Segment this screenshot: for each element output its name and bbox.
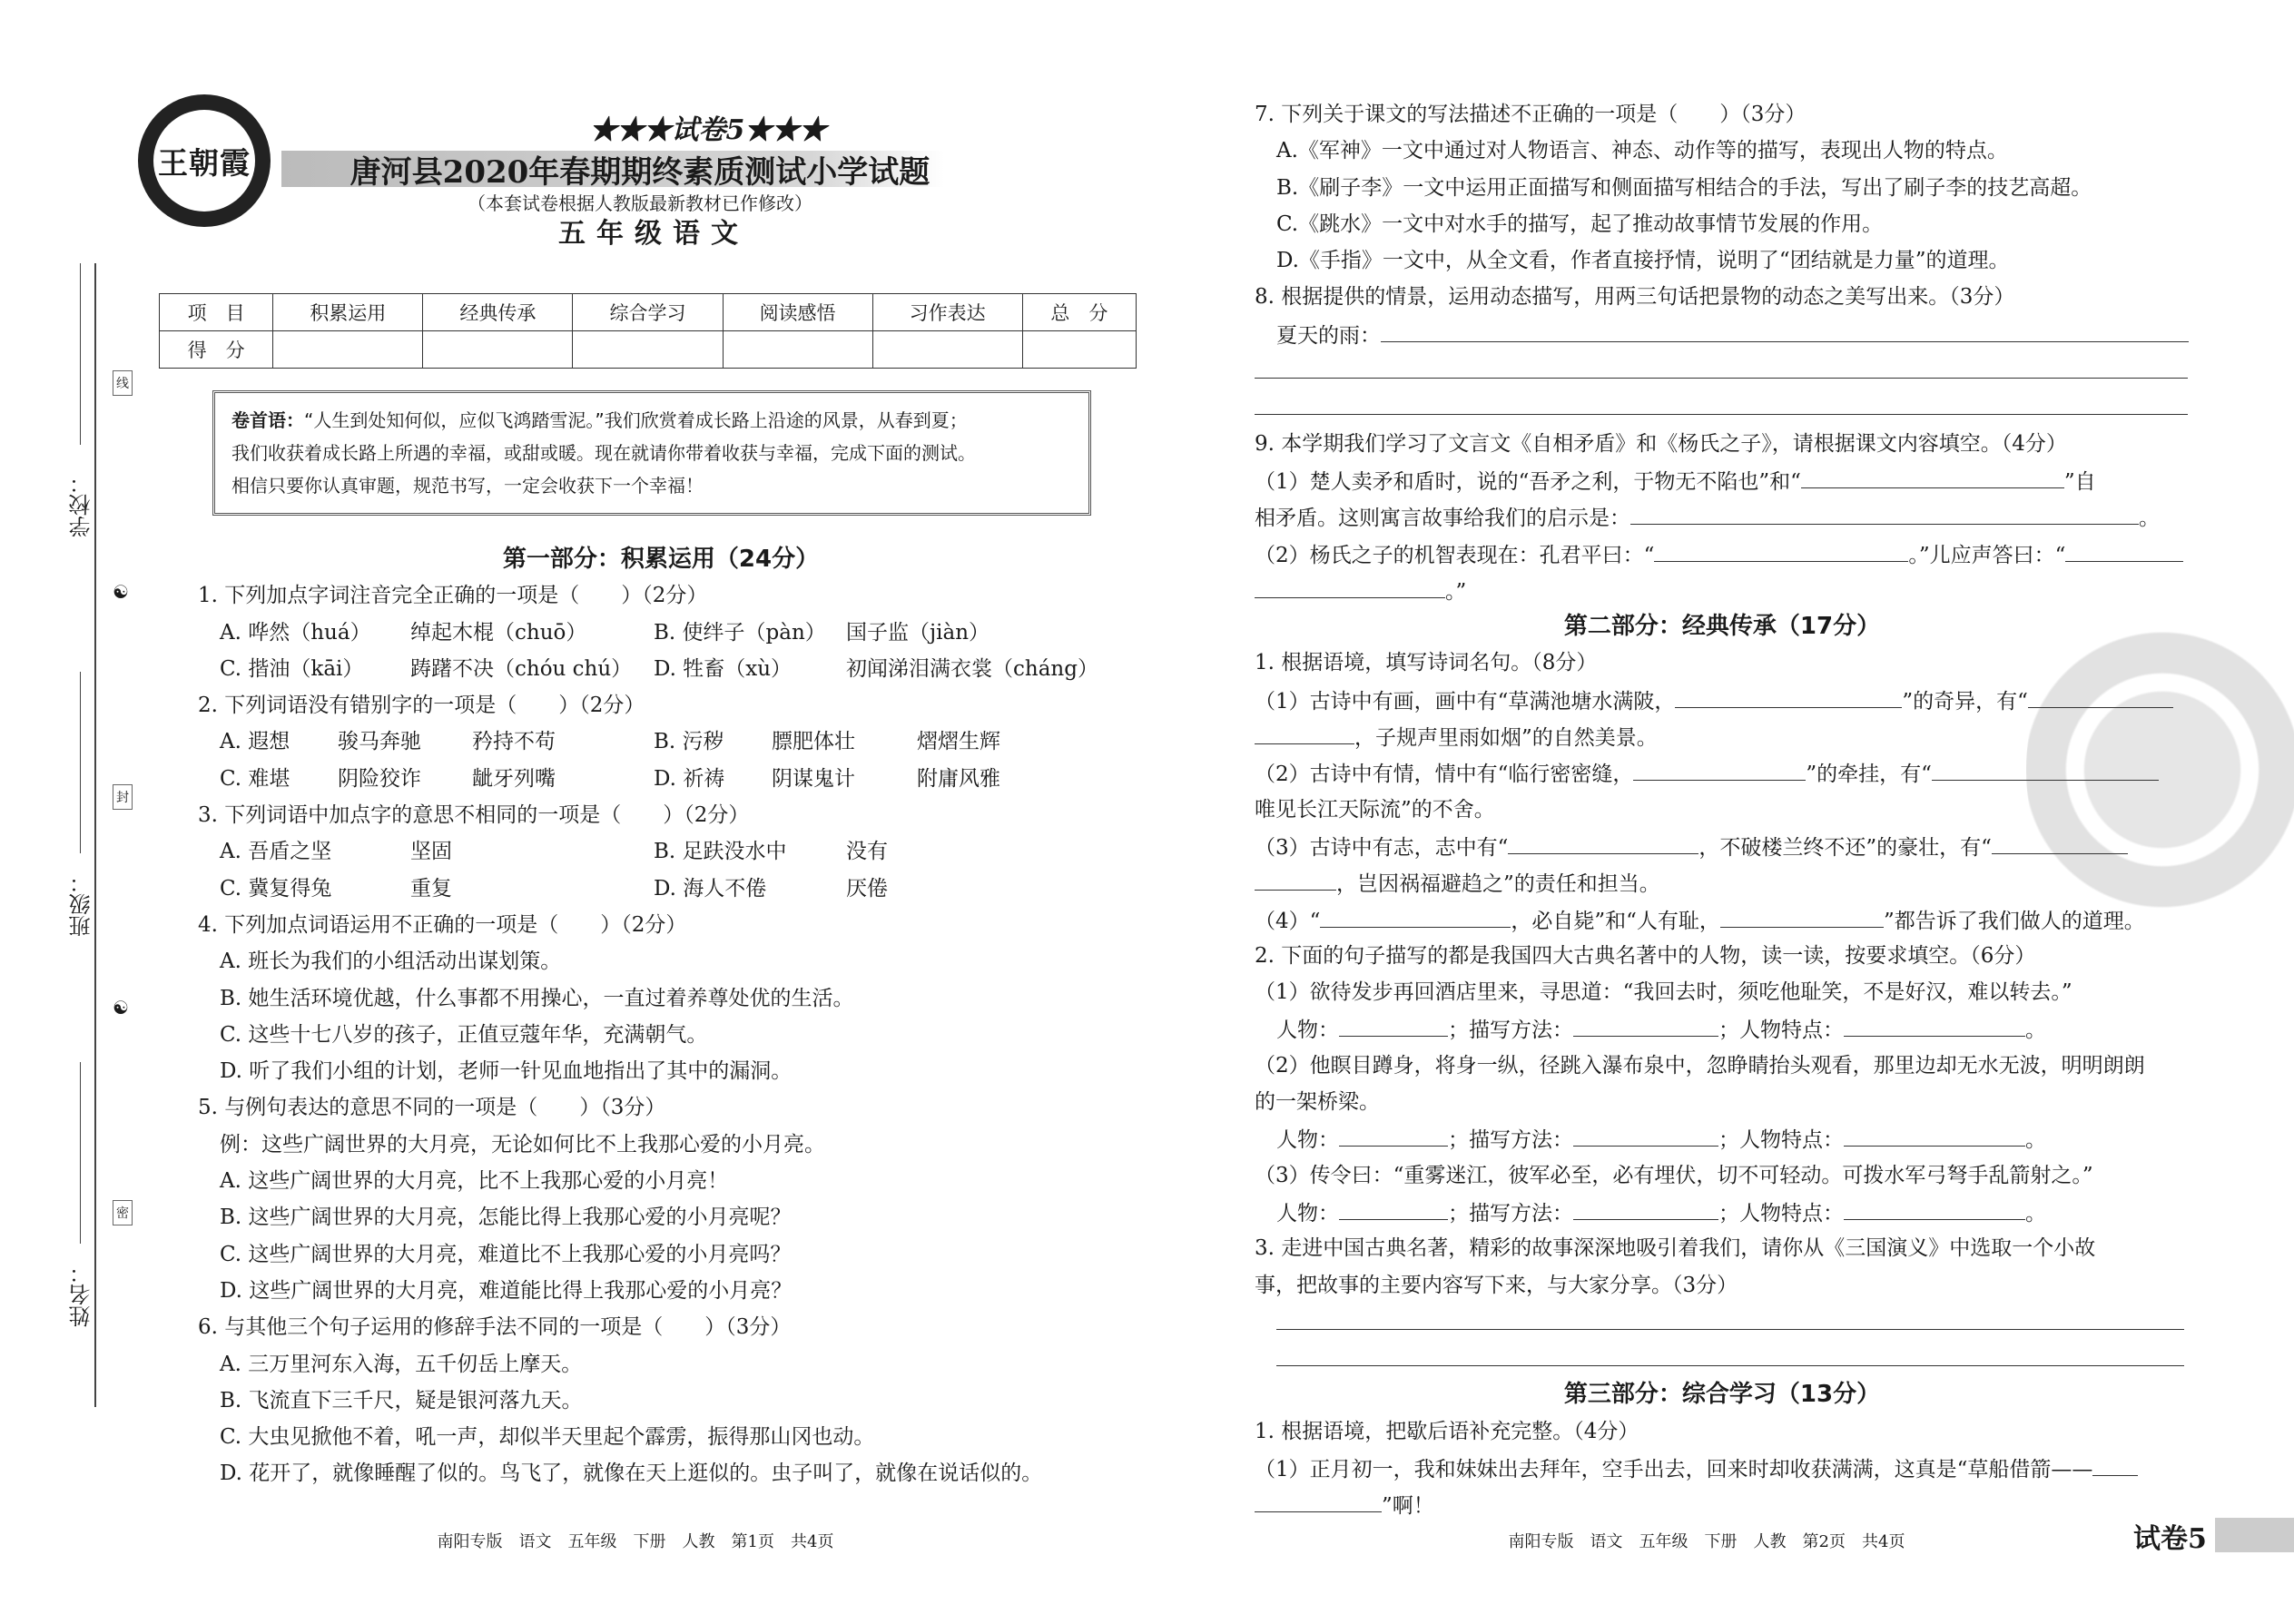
name-fill-line[interactable]: [80, 1062, 81, 1244]
answer-line[interactable]: [1932, 754, 2159, 781]
answer-line[interactable]: [1573, 1194, 1718, 1220]
subject-title: 五年级语文: [558, 218, 749, 250]
score-input-cell[interactable]: [423, 331, 573, 369]
option[interactable]: C. 难堪: [220, 766, 290, 791]
score-cell: 习作表达: [872, 294, 1022, 331]
fill-row: [1255, 498, 2190, 535]
option[interactable]: A. 吾盾之坚: [220, 840, 332, 864]
paper-tag: 试卷5: [2133, 1523, 2207, 1555]
option-row: [198, 615, 1124, 651]
option[interactable]: B. 这些广阔世界的大月亮，怎能比得上我那心爱的小月亮呢？: [220, 1206, 792, 1230]
option[interactable]: 阴谋鬼计: [772, 766, 855, 791]
passage: （3）传令曰：“重雾迷江，彼军必至，必有埋伏，切不可轻动。可拨水军弓弩手乱箭射之。”: [1255, 1163, 2093, 1187]
question: 5. 与例句表达的意思不同的一项是（ ）（3分）: [198, 1096, 666, 1120]
fill-text: 人物：: [1276, 1019, 1339, 1043]
question: 1. 根据语境，填写诗词名句。（8分）: [1255, 651, 1598, 675]
fill-row: [1255, 1450, 2190, 1486]
option[interactable]: B.《刷子李》一文中运用正面描写和侧面描写相结合的手法，写出了刷子李的技艺高超。: [1276, 175, 2092, 200]
score-cell: 阅读感悟: [723, 294, 872, 331]
question: 3. 走进中国古典名著，精彩的故事深深地吸引着我们，请你从《三国演义》中选取一个小故: [1255, 1236, 2096, 1261]
fill-row: [1255, 792, 2190, 828]
score-input-cell[interactable]: [1022, 331, 1136, 369]
fill-row: [1255, 462, 2190, 498]
option[interactable]: C. 揩油（kāi）: [220, 656, 364, 681]
score-cell: 经典传承: [423, 294, 573, 331]
option[interactable]: 初闻涕泪满衣裳（cháng）: [846, 656, 1098, 681]
period: 。: [2139, 507, 2160, 531]
score-cell: 综合学习: [573, 294, 723, 331]
publisher-seal: [138, 94, 271, 227]
answer-line[interactable]: [1381, 316, 2189, 342]
score-input-cell[interactable]: [573, 331, 723, 369]
answer-line[interactable]: [1573, 1120, 1718, 1147]
option[interactable]: D. 花开了，就像睡醒了似的。鸟飞了，就像在天上逛似的。虫子叫了，就像在说话似的。: [220, 1462, 1043, 1486]
school-label: 学校：: [69, 472, 94, 537]
fill-text: 。”儿应声答曰：“: [1908, 543, 2066, 567]
answer-row: [1255, 1304, 2190, 1340]
foreword-line: 我们收获着成长路上所遇的幸福，或甜或暖。现在就请你带着收获与幸福，完成下面的测试。: [231, 442, 976, 464]
answer-line[interactable]: [1720, 901, 1884, 928]
fill-text: ”的奇异，有“: [1902, 689, 2028, 714]
answer-row: [1255, 389, 2190, 425]
option[interactable]: B. 她生活环境优越，什么事都不用操心，一直过着养尊处优的生活。: [220, 986, 854, 1010]
fill-text: 。: [2025, 1201, 2046, 1225]
fill-text: 唯见长江天际流”的不舍。: [1255, 797, 1495, 822]
score-table-score-row: [160, 331, 1137, 369]
fill-text: （2）杨氏之子的机智表现在：孔君平曰：“: [1255, 543, 1655, 567]
option[interactable]: 龇牙列嘴: [472, 766, 556, 791]
option-row: [198, 723, 1124, 760]
fill-text: ；人物特点：: [1718, 1128, 1844, 1153]
option[interactable]: C. 冀复得兔: [220, 876, 332, 901]
answer-line[interactable]: [1992, 828, 2128, 854]
fill-row: [1255, 682, 2190, 718]
fill-label: 夏天的雨：: [1276, 323, 1381, 348]
fill-text: （1）古诗中有画，画中有“草满池塘水满陂，: [1255, 689, 1676, 714]
fill-row: [1255, 864, 2190, 901]
paper-number: ★★★试卷5★★★: [589, 114, 827, 146]
option[interactable]: C. 大虫见掀他不着，吼一声，却似半天里起个霹雳，振得那山冈也动。: [220, 1425, 875, 1450]
answer-line[interactable]: [1630, 498, 2139, 525]
subtitle: （本套试卷根据人教版最新教材已作修改）: [468, 192, 812, 214]
score-table: [159, 293, 1137, 369]
option-row: [198, 871, 1124, 907]
question: 1. 根据语境，把歇后语补充完整。（4分）: [1255, 1419, 1639, 1443]
option[interactable]: D. 海人不倦: [654, 876, 767, 901]
fill-text: 相矛盾。这则寓言故事给我们的启示是：: [1255, 507, 1630, 531]
score-cell: 积累运用: [273, 294, 423, 331]
answer-line[interactable]: [1255, 864, 1336, 891]
question: 2. 下面的句子描写的都是我国四大古典名著中的人物，读一读，按要求填空。（6分）: [1255, 943, 2036, 968]
answer-row: [1255, 352, 2190, 389]
binding-ornament-icon: ☯: [113, 581, 129, 603]
option[interactable]: 国子监（jiàn）: [846, 620, 990, 645]
fill-text: ，岂因祸福避趋之”的责任和担当。: [1336, 872, 1660, 897]
binding-ornament-icon: ☯: [113, 997, 129, 1019]
fill-text: 。: [2025, 1019, 2046, 1043]
answer-line[interactable]: [1339, 1120, 1448, 1147]
fill-row: [1255, 1486, 2190, 1522]
question: 事，把故事的主要内容写下来，与大家分享。（3分）: [1255, 1273, 1738, 1297]
answer-line[interactable]: [1339, 1194, 1448, 1220]
school-fill-line[interactable]: [80, 263, 81, 445]
fill-text: （4）“: [1255, 909, 1321, 933]
answer-line[interactable]: [1508, 828, 1698, 854]
answer-line[interactable]: [1276, 1304, 2184, 1330]
binding-mark: 封: [113, 784, 133, 810]
option[interactable]: 矜持不苟: [472, 730, 556, 754]
answer-line[interactable]: [1844, 1120, 2025, 1147]
option-row: [198, 651, 1124, 687]
fill-text: ”自: [2063, 469, 2096, 494]
fill-row: [1255, 536, 2190, 572]
fill-text: ；人物特点：: [1718, 1019, 1844, 1043]
fill-text: ；人物特点：: [1718, 1201, 1844, 1225]
binding-mark: 线: [113, 370, 133, 396]
fill-text: ”都告诉了我们做人的道理。: [1883, 909, 2145, 933]
option[interactable]: D. 这些广阔世界的大月亮，难道能比得上我那心爱的小月亮？: [220, 1278, 793, 1303]
section-heading: 第三部分：综合学习（13分）: [1563, 1381, 1881, 1409]
fill-text: ，子规声里雨如烟”的自然美景。: [1354, 726, 1658, 751]
foreword-box: [212, 390, 1091, 516]
answer-line[interactable]: [1320, 901, 1511, 928]
answer-line[interactable]: [1339, 1010, 1448, 1037]
option[interactable]: D. 祈祷: [654, 766, 725, 791]
answer-line[interactable]: [1844, 1194, 2025, 1220]
option[interactable]: A. 遐想: [220, 730, 290, 754]
fill-row: [1255, 718, 2190, 754]
option[interactable]: C. 这些广阔世界的大月亮，难道比不上我那心爱的小月亮吗？: [220, 1242, 792, 1266]
option[interactable]: 阴险狡诈: [338, 766, 421, 791]
foreword-line: 相信只要你认真审题，规范书写，一定会收获下一个幸福！: [231, 475, 704, 497]
passage: （2）他瞑目蹲身，将身一纵，径跳入瀑布泉中，忽睁睛抬头观看，那里边却无水无波，明明朗朗: [1255, 1053, 2145, 1078]
fill-row: [1255, 901, 2190, 938]
right-column: [1255, 96, 2190, 1523]
fill-text: 人物：: [1276, 1128, 1339, 1153]
answer-line[interactable]: [2092, 1450, 2138, 1476]
option[interactable]: 附庸风雅: [917, 766, 1000, 791]
fill-text: ，不破楼兰终不还”的豪壮，有“: [1698, 835, 1992, 860]
option-row: [198, 761, 1124, 797]
score-input-cell[interactable]: [872, 331, 1022, 369]
main-title: 唐河县2020年春期期终素质测试小学试题: [350, 154, 930, 191]
option[interactable]: 膘肥体壮: [772, 730, 855, 754]
answer-line[interactable]: [1844, 1010, 2025, 1037]
answer-line[interactable]: [1255, 718, 1354, 744]
option[interactable]: A. 哗然（huá）: [220, 620, 371, 645]
question: 8. 根据提供的情景，运用动态描写，用两三句话把景物的动态之美写出来。（3分）: [1255, 285, 2015, 310]
answer-line[interactable]: [1255, 389, 2188, 415]
fill-row: [1255, 754, 2190, 791]
fill-text: （1）楚人卖矛和盾时，说的“吾矛之利，于物无不陷也”和“: [1255, 469, 1801, 494]
answer-line[interactable]: [1801, 462, 2064, 488]
page-footer: 南阳专版 语文 五年级 下册 人教 第1页 共4页: [437, 1532, 834, 1551]
fill-text: ；描写方法：: [1448, 1201, 1573, 1225]
fill-text: ；描写方法：: [1448, 1128, 1573, 1153]
fill-text: ”的牵挂，有“: [1806, 763, 1932, 787]
score-table-header-row: [160, 294, 1137, 331]
answer-line[interactable]: [1654, 536, 1908, 562]
passage: 的一架桥梁。: [1255, 1090, 1380, 1115]
fill-row: [1255, 1010, 2190, 1047]
option[interactable]: A. 班长为我们的小组活动出谋划策。: [220, 950, 562, 974]
fill-text: 。: [2025, 1128, 2046, 1153]
question: 9. 本学期我们学习了文言文《自相矛盾》和《杨氏之子》，请根据课文内容填空。（4分）: [1255, 431, 2067, 456]
section-heading: 第二部分：经典传承（17分）: [1563, 613, 1881, 641]
answer-line[interactable]: [1255, 1486, 1382, 1512]
foreword-line: “人生到处知何似，应似飞鸿踏雪泥。”我们欣赏着成长路上沿途的风景，从春到夏；: [304, 409, 968, 431]
score-input-cell[interactable]: [273, 331, 423, 369]
score-cell: 得 分: [160, 331, 273, 369]
passage: （1）欲待发步再回酒店里来，寻思道：“我回去时，须吃他耻笑，不是好汉，难以转去。”: [1255, 980, 2072, 1005]
option[interactable]: A. 三万里河东入海，五千仞岳上摩天。: [220, 1352, 583, 1376]
binding-mark: 密: [113, 1200, 133, 1225]
fill-text: （2）古诗中有情，情中有“临行密密缝，: [1255, 763, 1634, 787]
option[interactable]: 熠熠生辉: [917, 730, 1000, 754]
option[interactable]: D. 牲畜（xù）: [654, 656, 793, 681]
option[interactable]: B. 飞流直下三千尺，疑是银河落九天。: [220, 1388, 583, 1412]
fill-text: （1）正月初一，我和妹妹出去拜年，空手出去，回来时却收获满满，这真是“草船借箭——: [1255, 1457, 2093, 1481]
option[interactable]: B. 使绊子（pàn）: [654, 620, 826, 645]
option[interactable]: B. 污秽: [654, 730, 724, 754]
answer-line[interactable]: [2065, 536, 2183, 562]
class-fill-line[interactable]: [80, 672, 81, 853]
example-sentence: 例：这些广阔世界的大月亮，无论如何比不上我那心爱的小月亮。: [220, 1132, 825, 1156]
foreword-label: 卷首语：: [231, 409, 304, 431]
score-cell: 总 分: [1022, 294, 1136, 331]
fill-text: 人物：: [1276, 1201, 1339, 1225]
question: 7. 下列关于课文的写法描述不正确的一项是（ ）（3分）: [1255, 103, 1807, 126]
option[interactable]: 厌倦: [846, 876, 888, 901]
answer-row: [1255, 1340, 2190, 1376]
option[interactable]: 重复: [410, 876, 452, 901]
paper-tag-bar: [2215, 1518, 2294, 1552]
answer-line[interactable]: [1276, 1340, 2184, 1366]
fill-text: ”啊！: [1382, 1494, 1434, 1519]
fill-text: 。”: [1445, 579, 1467, 604]
section-heading: 第一部分：积累运用（24分）: [502, 546, 820, 573]
name-label: 姓名：: [69, 1262, 94, 1327]
fill-row: [1255, 572, 2190, 608]
fill-row: [1255, 828, 2190, 864]
option[interactable]: C. 这些十七八岁的孩子，正值豆蔻年华，充满朝气。: [220, 1022, 708, 1047]
option[interactable]: 没有: [846, 840, 888, 864]
answer-line[interactable]: [2028, 682, 2173, 708]
option[interactable]: 骏马奔驰: [338, 730, 421, 754]
option[interactable]: A.《军神》一文中通过对人物语言、神态、动作等的描写，表现出人物的特点。: [1276, 139, 2008, 163]
option[interactable]: D. 听了我们小组的计划，老师一针见血地指出了其中的漏洞。: [220, 1059, 793, 1084]
answer-line[interactable]: [1255, 352, 2188, 379]
question: 1. 下列加点字词注音完全正确的一项是（ ）（2分）: [198, 584, 708, 608]
question: 6. 与其他三个句子运用的修辞手法不同的一项是（ ）（3分）: [198, 1315, 792, 1340]
fill-row: [1255, 1194, 2190, 1230]
option[interactable]: D.《手指》一文中，从全文看，作者直接抒情，说明了“团结就是力量”的道理。: [1276, 249, 2010, 273]
option[interactable]: 绰起木棍（chuō）: [410, 620, 587, 645]
answer-line[interactable]: [1675, 682, 1902, 708]
answer-line[interactable]: [1633, 754, 1806, 781]
question: 3. 下列词语中加点字的意思不相同的一项是（ ）（2分）: [198, 803, 750, 828]
fill-text: （3）古诗中有志，志中有“: [1255, 835, 1509, 860]
option[interactable]: 坚固: [410, 840, 452, 864]
class-label: 班级：: [69, 871, 94, 937]
option-row: [198, 833, 1124, 870]
binding-line: [94, 263, 96, 1407]
left-column: [198, 541, 1124, 1492]
answer-line[interactable]: [1573, 1010, 1718, 1037]
score-input-cell[interactable]: [723, 331, 872, 369]
fill-text: ；描写方法：: [1448, 1019, 1573, 1043]
page-footer: 南阳专版 语文 五年级 下册 人教 第2页 共4页: [1508, 1532, 1905, 1551]
fill-row: [1255, 1120, 2190, 1156]
fill-text: ，必自毙”和“人有耻，: [1511, 909, 1720, 933]
option[interactable]: C.《跳水》一文中对水手的描写，起了推动故事情节发展的作用。: [1276, 212, 1884, 236]
option[interactable]: B. 足趺没水中: [654, 840, 787, 864]
option[interactable]: 踌躇不决（chóu chú）: [410, 656, 633, 681]
answer-line[interactable]: [1255, 572, 1445, 598]
score-cell: 项 目: [160, 294, 273, 331]
option[interactable]: A. 这些广阔世界的大月亮，比不上我那心爱的小月亮！: [220, 1169, 729, 1194]
fill-row: [1255, 316, 2190, 352]
seal-text: 王朝霞: [158, 144, 251, 181]
question: 4. 下列加点词语运用不正确的一项是（ ）（2分）: [198, 912, 687, 937]
question: 2. 下列词语没有错别字的一项是（ ）（2分）: [198, 694, 645, 718]
